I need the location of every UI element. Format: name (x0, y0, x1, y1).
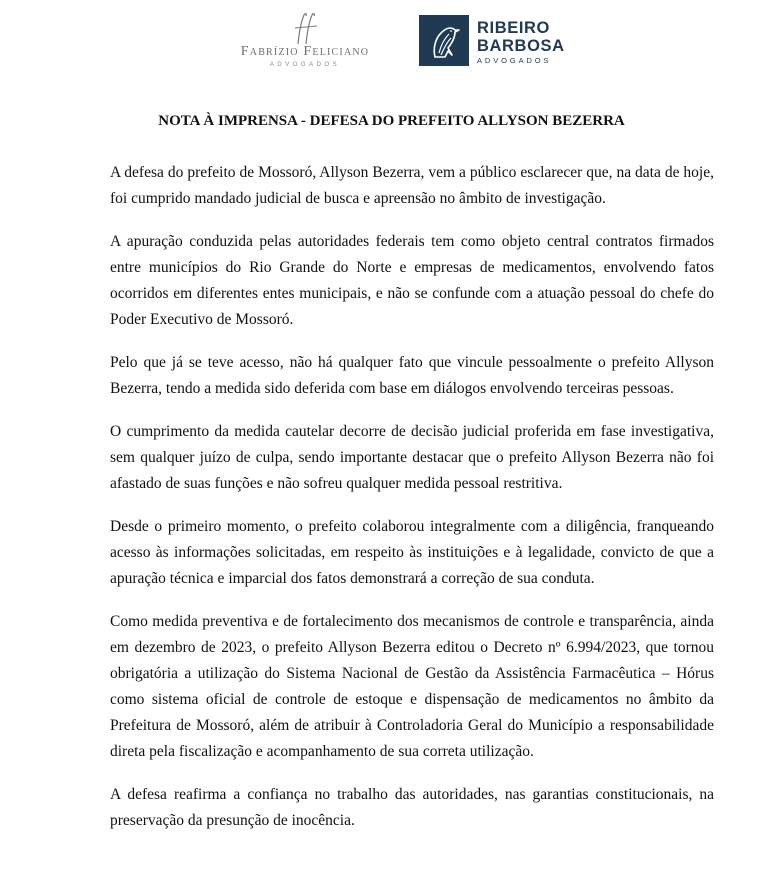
firm-left-subtitle: ADVOGADOS (269, 62, 341, 68)
paragraph-7: A defesa reafirma a confiança no trabalho das autoridades, nas garantias constitucionais, na preservação da presunção de inocência. (110, 786, 714, 829)
paragraph-4: O cumprimento da medida cautelar decorre de decisão judicial proferida em fase investigativa, sem qualquer juízo de culpa, sendo importante destacar que o prefeito Allyson Bezerra não foi afastado de suas funções e não sofreu qualquer medida pessoal restritiva. (110, 423, 714, 492)
ribeiro-barbosa-logo (419, 15, 569, 67)
paragraph-3: Pelo que já se teve acesso, não há qualquer fato que vincule pessoalmente o prefeito Allyson Bezerra, tendo a medida sido deferida com base em diálogos envolvendo terceiras pessoas. (110, 354, 714, 397)
press-note-title: NOTA À IMPRENSA - DEFESA DO PREFEITO ALLYSON BEZERRA (158, 113, 625, 129)
firm-right-line1: RIBEIRO (477, 19, 550, 37)
letterhead (0, 0, 783, 80)
firm-right-line2: BARBOSA (477, 37, 565, 55)
bird-emblem-icon (419, 15, 469, 66)
fabrizio-feliciano-logo (225, 12, 385, 74)
firm-right-subtitle: ADVOGADOS (477, 56, 552, 65)
firm-left-name: Fabrízio Feliciano (240, 44, 370, 59)
paragraph-5: Desde o primeiro momento, o prefeito colaborou integralmente com a diligência, franqueando acesso às informações solicitadas, em respeito às instituições e à legalidade, convicto de que a apuração técnica e imparcial dos fatos demonstrará a correção de sua conduta. (110, 518, 714, 587)
ff-monogram-icon (289, 12, 321, 46)
press-note-body (110, 160, 714, 851)
paragraph-1: A defesa do prefeito de Mossoró, Allyson Bezerra, vem a público esclarecer que, na data de hoje, foi cumprido mandado judicial de busca e apreensão no âmbito de investigação. (110, 164, 714, 207)
brand-box (419, 15, 469, 66)
paragraph-2: A apuração conduzida pelas autoridades federais tem como objeto central contratos firmados entre municípios do Rio Grande do Norte e empresas de medicamentos, envolvendo fatos ocorridos em diferentes entes municipais, e não se confunde com a atuação pessoal do chefe do Poder Executivo de Mossoró. (110, 233, 714, 328)
paragraph-6: Como medida preventiva e de fortalecimento dos mecanismos de controle e transparência, ainda em dezembro de 2023, o prefeito Allyson Bezerra editou o Decreto nº 6.994/2023, que tornou obrigatória a utilização do Sistema Nacional de Gestão da Assistência Farmacêutica – Hórus como sistema oficial de controle de estoque e dispensação de medicamentos no âmbito da Prefeitura de Mossoró, além de atribuir à Controladoria Geral do Município a responsabilidade direta pela fiscalização e acompanhamento de sua correta utilização. (110, 613, 714, 760)
